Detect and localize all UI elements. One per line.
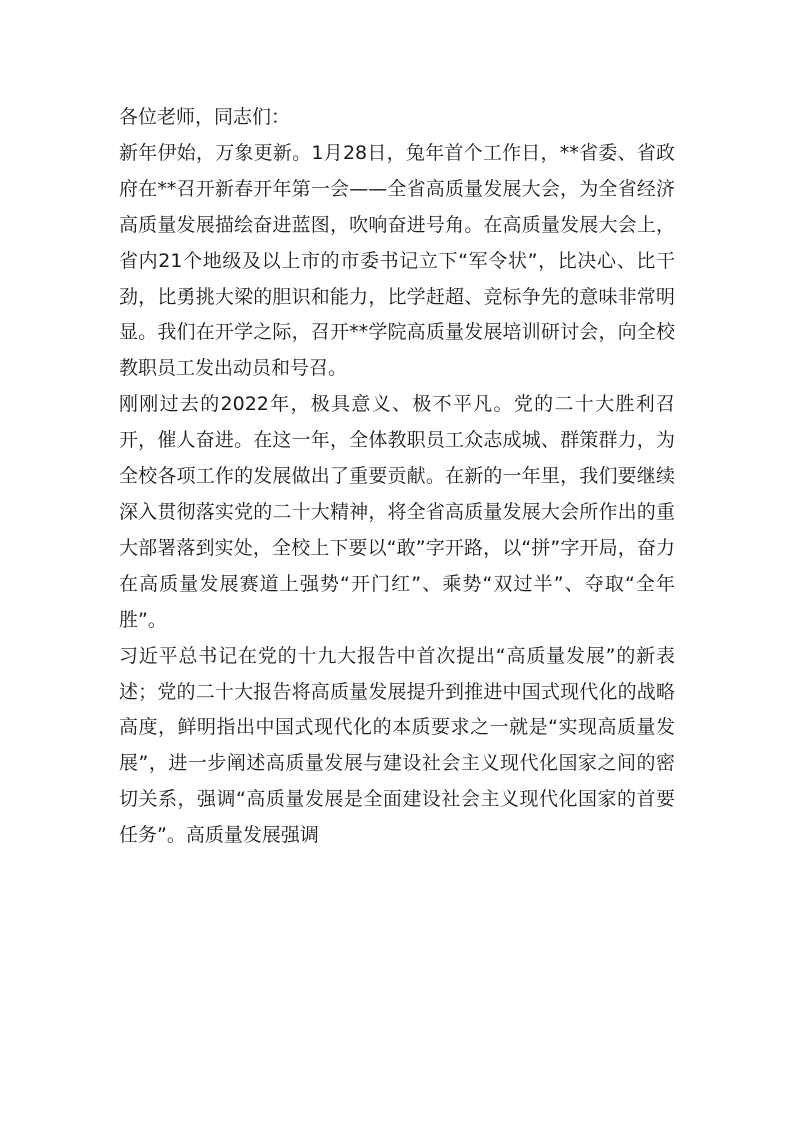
greeting: 各位老师，同志们： [119, 106, 291, 128]
paragraph-2: 刚刚过去的2022年，极具意义、极不平凡。党的二十大胜利召开，催人奋进。在这一年，全体教职员工众志成城、群策群力，为全校各项工作的发展做出了重要贡献。在新的一年里，我们要继续深入贯彻落实党的二十大精神，将全省高质量发展大会所作出的重大部署落到实处，全校上下要以“敢”字开路，以“拼”字开局，奋力在高质量发展赛道上强势“开门红”、乘势“双过半”、夺取“全年胜”。 [119, 393, 675, 631]
paragraph-1: 新年伊始，万象更新。1月28日，兔年首个工作日，**省委、省政府在**召开新春开年第一会——全省高质量发展大会，为全省经济高质量发展描绘奋进蓝图，吹响奋进号角。在高质量发展大会上，省内21个地级及以上市的市委书记立下“军令状”，比决心、比干劲，比勇挑大梁的胆识和能力，比学赶超、竞标争先的意味非常明显。我们在开学之际，召开**学院高质量发展培训研讨会，向全校教职员工发出动员和号召。 [119, 141, 675, 380]
paragraph-3: 习近平总书记在党的十九大报告中首次提出“高质量发展”的新表述；党的二十大报告将高质量发展提升到推进中国式现代化的战略高度，鲜明指出中国式现代化的本质要求之一就是“实现高质量发展”，进一步阐述高质量发展与建设社会主义现代化国家之间的密切关系，强调“高质量发展是全面建设社会主义现代化国家的首要任务”。高质量发展强调 [119, 644, 675, 847]
document-page [119, 100, 675, 854]
